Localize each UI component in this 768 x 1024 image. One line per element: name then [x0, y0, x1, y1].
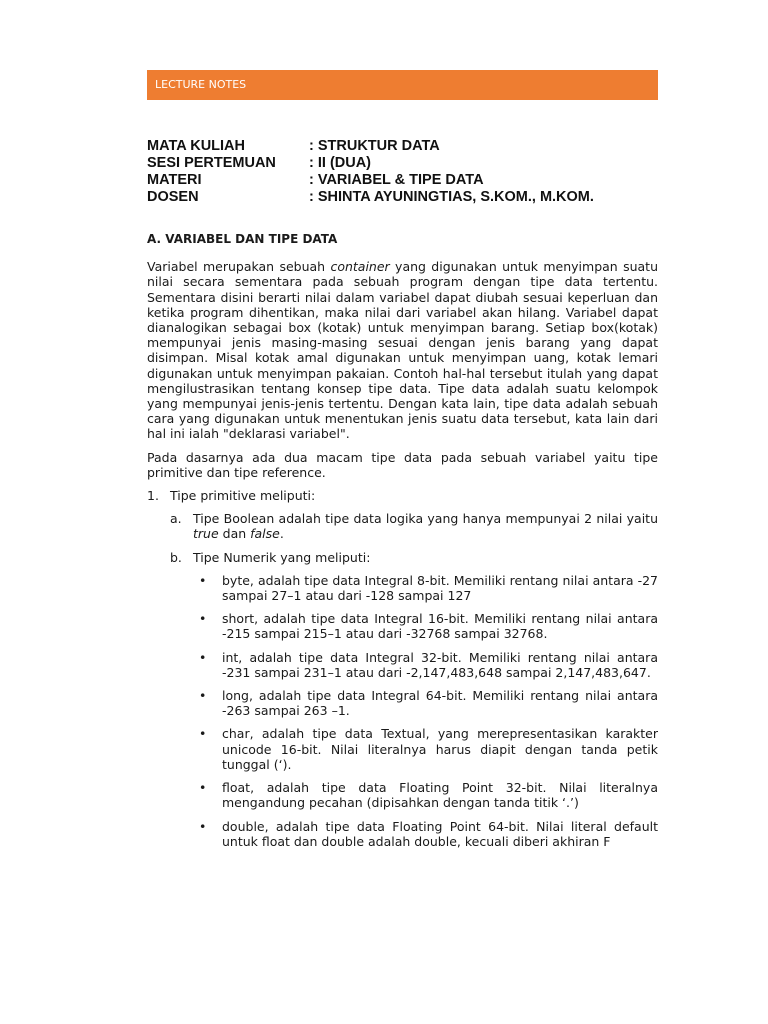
course-info-row: [147, 172, 594, 189]
course-info-row: [147, 138, 594, 155]
bullet-text: long, adalah tipe data Integral 64-bit. Memiliki rentang nilai antara -263 sampai 263 –1.: [222, 688, 658, 719]
course-info-key: DOSEN: [147, 189, 199, 205]
bullet-text: short, adalah tipe data Integral 16-bit. Memiliki rentang nilai antara -215 sampai 215–1 atau dari -32768 sampai 32768.: [222, 611, 658, 642]
course-info-key: SESI PERTEMUAN: [147, 155, 276, 171]
bullet-icon: •: [199, 611, 207, 627]
course-info-key: MATA KULIAH: [147, 138, 245, 154]
course-info: [147, 138, 594, 206]
bullet-icon: •: [199, 688, 207, 704]
list-text-part: dan: [218, 526, 251, 542]
course-info-key: MATERI: [147, 172, 202, 188]
numeric-type-list: [199, 573, 658, 849]
bullet-text: byte, adalah tipe data Integral 8-bit. Memiliki rentang nilai antara -27 sampai 27–1 atau dari -128 sampai 127: [222, 572, 658, 604]
bullet-icon: •: [199, 572, 207, 588]
bullet-icon: •: [199, 818, 207, 834]
paragraph-text: yang digunakan untuk menyimpan suatu nilai secara sementara pada sebuah program dengan tipe data tertentu. Sementara disini berarti nilai dalam variabel dapat diubah sesuai keperluan dan ketika program dihentikan, maka nilai dari variabel akan hilang. Variabel dapat dianalogikan sebagai box (kotak) untuk menyimpan barang. Setiap box(kotak) mempunyai jenis masing-masing sesuai dengan jenis barang yang dapat disimpan. Misal kotak amal digunakan untuk menyimpan uang, kotak lemari digunakan untuk menyimpan pakaian. Contoh hal-hal tersebut itulah yang dapat mengilustrasikan tentang konsep tipe data. Tipe data adalah suatu kelompok yang mempunyai jenis-jenis tertentu. Dengan kata lain, tipe data adalah sebuah cara yang digunakan untuk menentukan jenis suatu data tersebut, kata lain dari hal ini ialah "deklarasi variabel".: [147, 259, 658, 442]
document-body: [147, 232, 658, 857]
bullet-icon: •: [199, 649, 207, 665]
list-marker: a.: [170, 511, 182, 527]
bullet-icon: •: [199, 726, 207, 742]
banner-label: LECTURE NOTES: [155, 78, 247, 91]
bullet-item: [199, 688, 658, 718]
list-item-text: Tipe primitive meliputi:: [170, 488, 316, 504]
section-heading: A. VARIABEL DAN TIPE DATA: [147, 232, 338, 246]
list-marker: 1.: [147, 488, 159, 504]
list-text-part: .: [279, 526, 284, 542]
bullet-item: [199, 780, 658, 810]
bullet-item: [199, 819, 658, 849]
course-info-row: [147, 189, 594, 206]
paragraph-variabel: [147, 259, 658, 441]
list-item-boolean: [170, 511, 658, 541]
course-info-value: : SHINTA AYUNINGTIAS, S.KOM., M.KOM.: [309, 189, 594, 205]
bullet-icon: •: [199, 780, 207, 796]
paragraph-text: Variabel merupakan sebuah: [147, 259, 331, 275]
list-item-primitive: [147, 488, 658, 503]
list-marker: b.: [170, 549, 182, 565]
list-item-text: [193, 511, 658, 541]
list-item-text: Tipe Numerik yang meliputi:: [193, 549, 371, 565]
bullet-text: double, adalah tipe data Floating Point 64-bit. Nilai literal default untuk float dan double adalah double, kecuali diberi akhiran F: [222, 818, 658, 849]
bullet-item: [199, 611, 658, 641]
course-info-row: [147, 155, 594, 172]
list-item-numerik: [170, 550, 658, 565]
course-info-value: : II (DUA): [309, 155, 372, 171]
bullet-item: [199, 726, 658, 772]
bullet-text: int, adalah tipe data Integral 32-bit. Memiliki rentang nilai antara -231 sampai 231–1 atau dari -2,147,483,648 sampai 2,147,483,647.: [222, 649, 658, 680]
course-info-value: : STRUKTUR DATA: [309, 138, 440, 154]
emphasis-text: false: [250, 526, 280, 542]
bullet-text: float, adalah tipe data Floating Point 32-bit. Nilai literalnya mengandung pecahan (dipisahkan dengan tanda titik ‘.’): [222, 780, 658, 811]
emphasis-text: true: [193, 526, 219, 542]
emphasis-text: container: [330, 259, 390, 275]
paragraph-tipe-data: Pada dasarnya ada dua macam tipe data pada sebuah variabel yaitu tipe primitive dan tipe reference.: [147, 449, 658, 480]
lecture-notes-banner: [147, 70, 658, 100]
list-text-part: Tipe Boolean adalah tipe data logika yang hanya mempunyai 2 nilai yaitu: [193, 511, 658, 527]
bullet-item: [199, 573, 658, 603]
course-info-value: : VARIABEL & TIPE DATA: [309, 172, 484, 188]
bullet-text: char, adalah tipe data Textual, yang merepresentasikan karakter unicode 16-bit. Nilai literalnya harus diapit dengan tanda petik tunggal (‘).: [222, 726, 658, 772]
bullet-item: [199, 650, 658, 680]
